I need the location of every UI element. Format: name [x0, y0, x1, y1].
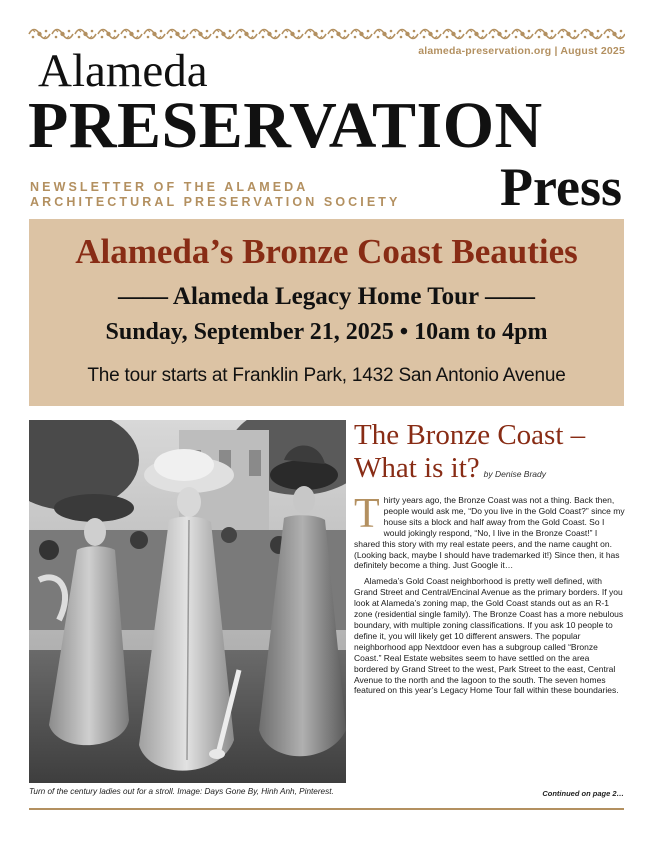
article-byline: by Denise Brady — [483, 469, 547, 479]
masthead-subtitle-line1: NEWSLETTER OF THE ALAMEDA — [30, 180, 309, 194]
bottom-rule — [29, 808, 624, 810]
event-name: —— Alameda Legacy Home Tour —— — [118, 283, 535, 310]
masthead-preservation: PRESERVATION — [28, 89, 543, 162]
article-title-text: The Bronze Coast – What is it? — [354, 419, 586, 484]
event-location: The tour starts at Franklin Park, 1432 San Antonio Avenue — [87, 365, 566, 386]
banner-title: Alameda’s Bronze Coast Beauties — [75, 232, 578, 271]
continued-link[interactable]: Continued on page 2… — [542, 789, 624, 798]
drop-cap: T — [354, 491, 380, 537]
masthead-alameda: Alameda — [38, 45, 208, 97]
article-paragraph-1-text: hirty years ago, the Bronze Coast was not a thing. Back then, people would ask me, “Do you live in the Gold Coast?” since my house sits a block and half away from the Gold Coast. So I would jokingly respond, “No, I live in the Bronze Coast!” I shared this story with my real estate peers, and the name caught on. (Looking back, maybe I should have trademarked it!) Since then, it has definitely become a thing. Just Google it… — [354, 495, 625, 571]
article-title — [354, 419, 629, 491]
masthead-subtitle-line2: ARCHITECTURAL PRESERVATION SOCIETY — [30, 195, 401, 209]
event-banner — [29, 219, 624, 406]
website-and-issue-date: alameda-preservation.org | August 2025 — [418, 45, 625, 57]
vintage-photo-ladies — [29, 420, 346, 783]
article-body — [354, 491, 625, 701]
event-date-time: Sunday, September 21, 2025 • 10am to 4pm — [105, 319, 548, 345]
photo-caption: Turn of the century ladies out for a stroll. Image: Days Gone By, Hinh Anh, Pinterest. — [29, 787, 334, 796]
ornamental-border — [28, 27, 625, 41]
article-paragraph-2: Alameda’s Gold Coast neighborhood is pretty well defined, with Grand Street and Central/Encinal Avenue as the primary borders. If you look at Alameda’s zoning map, the Gold Coast stands out as an R-1 zone (residential single family). The Bronze Coast has a more nebulous boundary, with multiple zoning classifications. If you ask 10 people to define it, you will likely get 10 different answers. The popular neighborhood app Nextdoor even has a subgroup called “Bronze Coast.” Real Estate websites seem to have settled on the area bordered by Grand Street to the west, Park Street to the east, Central Avenue to the north and the lagoon to the south. The seven homes featured on this year’s Legacy Home Tour fall within these boundaries. — [354, 576, 624, 696]
article-paragraph-1 — [354, 491, 625, 571]
masthead-press: Press — [500, 157, 622, 217]
masthead-subtitle — [30, 180, 400, 210]
photo-illustration — [29, 420, 346, 783]
